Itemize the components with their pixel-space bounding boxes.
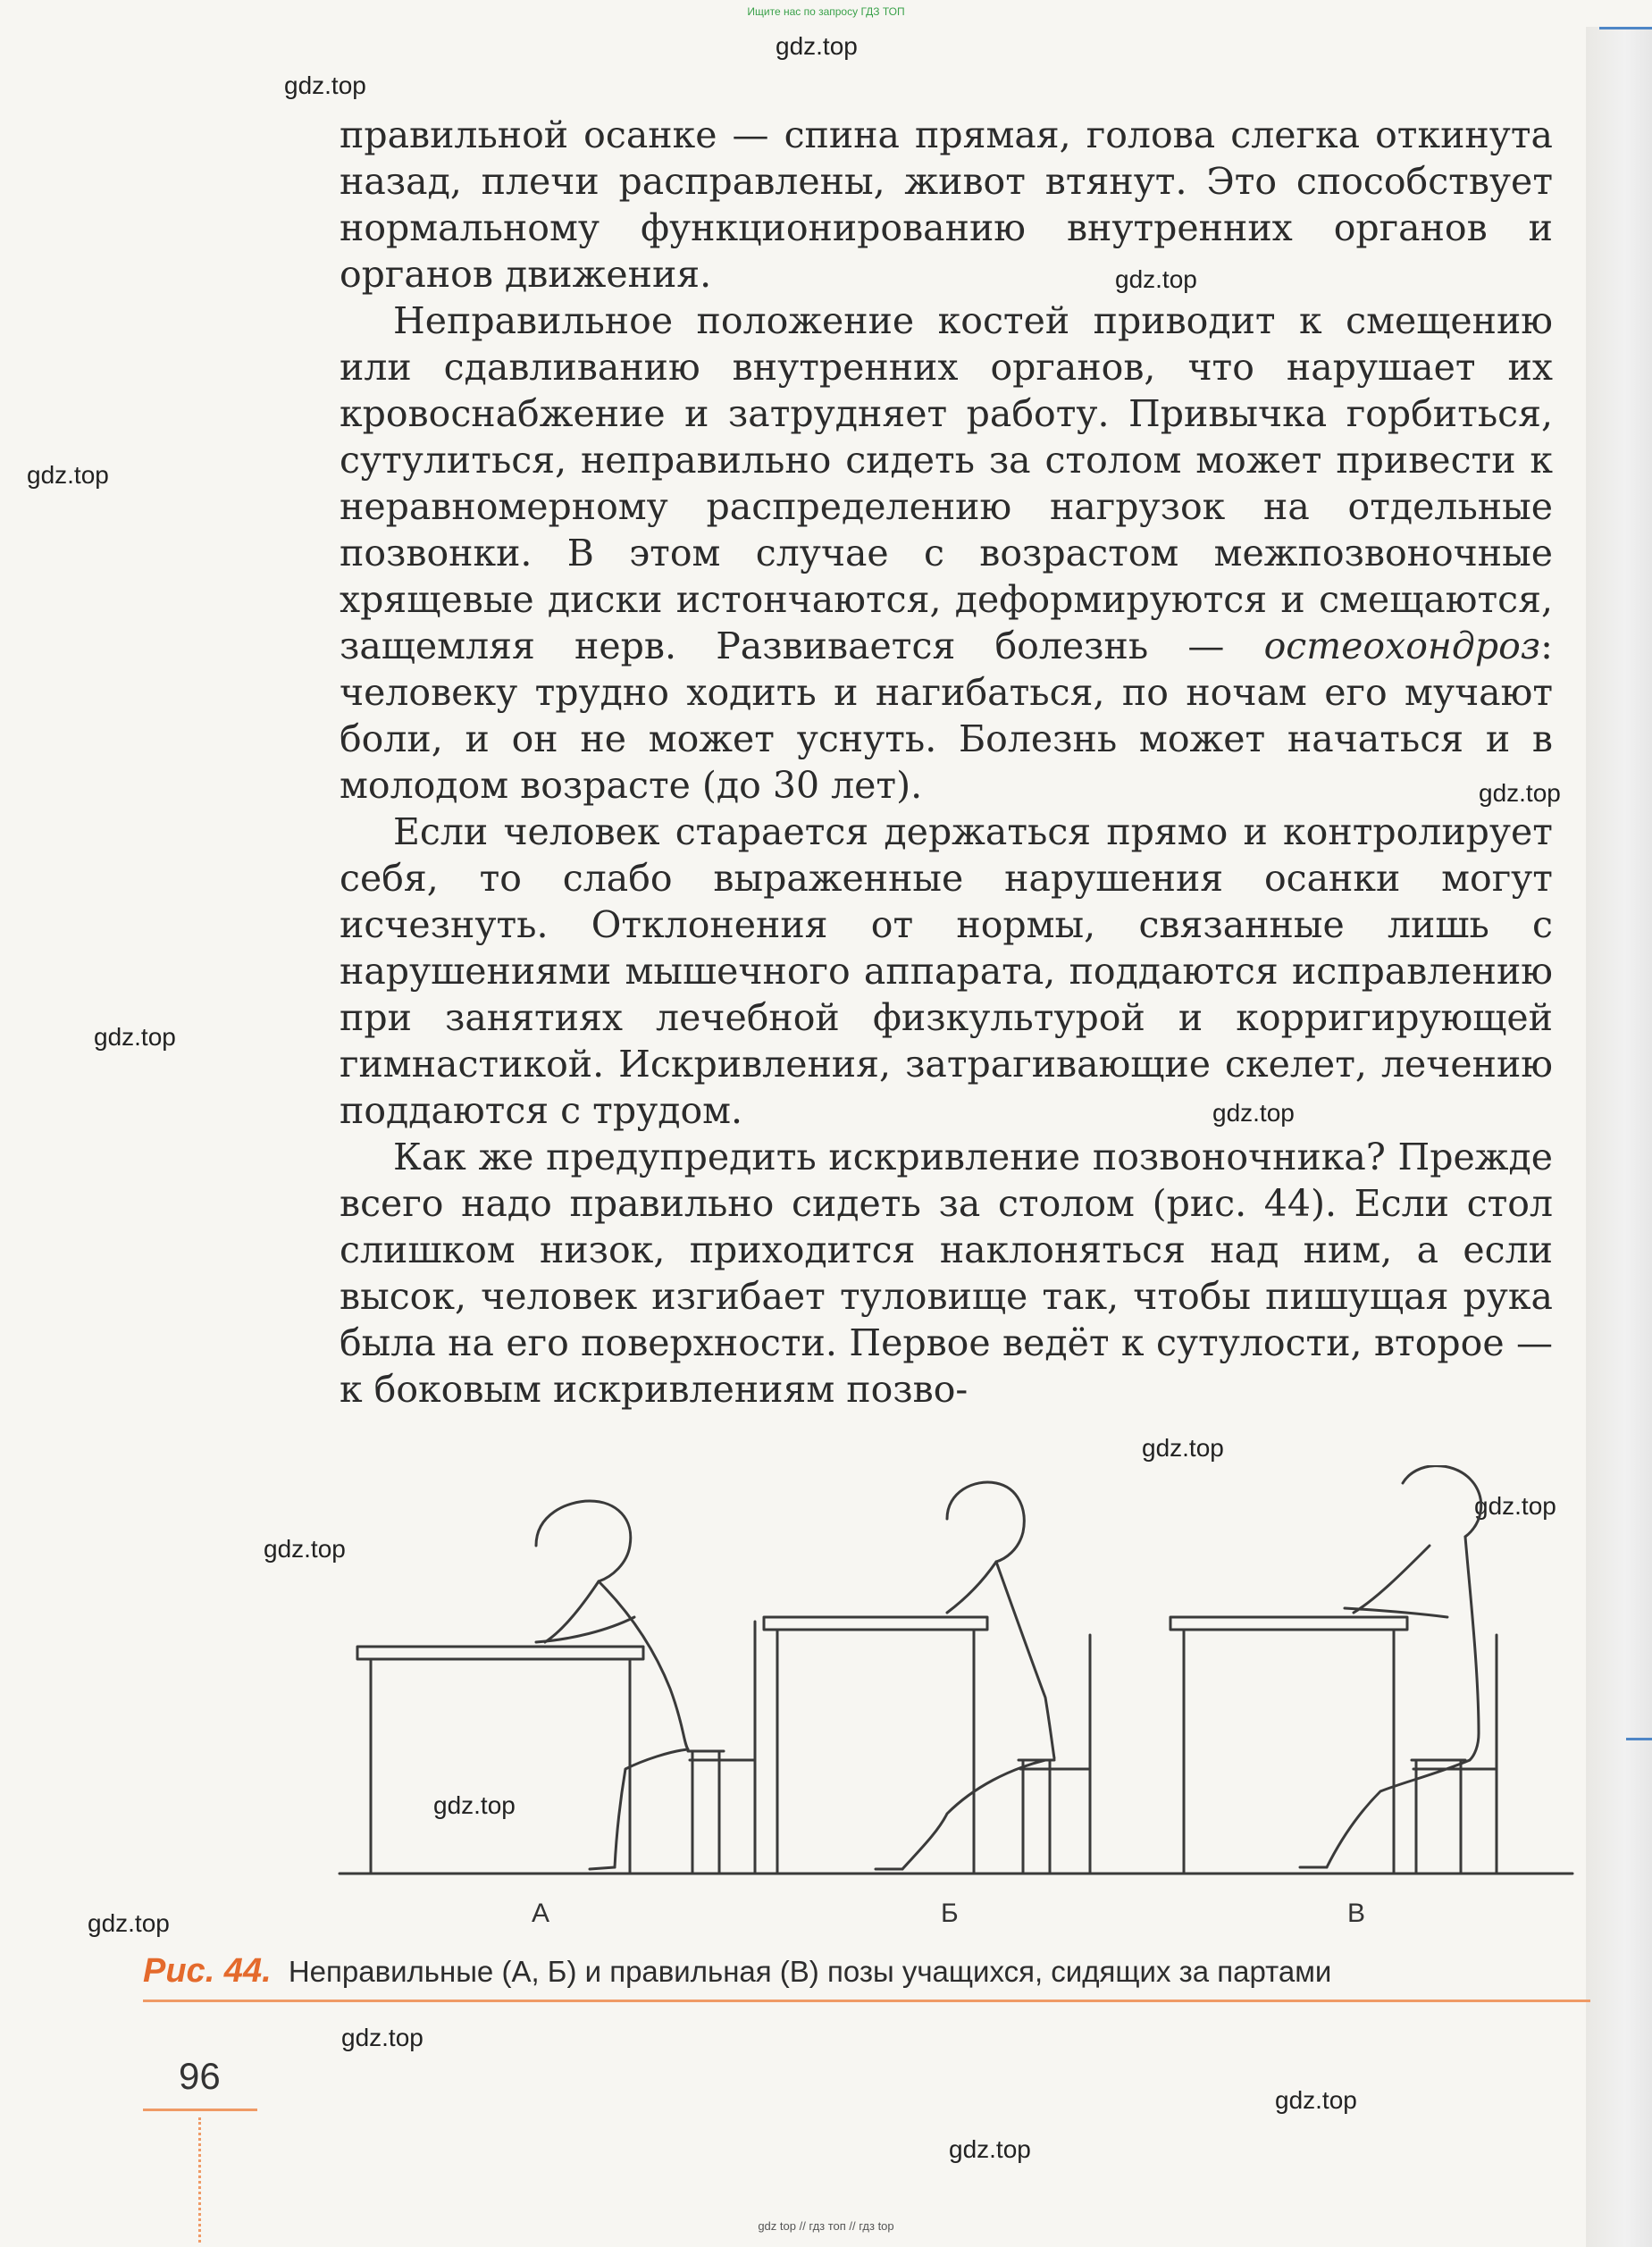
watermark: gdz.top bbox=[1275, 2086, 1357, 2114]
watermark: gdz.top bbox=[949, 2135, 1031, 2163]
paragraph: Если человек старается держаться прямо и контролирует себя, то слабо выраженные нарушения осанки могут исчезнуть. Отклонения от нормы, связанные лишь с нарушениями мышечного аппарата, поддаются исправлению при занятиях лечебной физкультурой и корригирующей гимнастикой. Искривления, затрагивающие скелет, лечению поддаются с трудом. bbox=[340, 810, 1553, 1132]
watermark: gdz.top bbox=[27, 461, 109, 489]
scene-a-low-desk bbox=[357, 1501, 755, 1874]
watermark: gdz.top bbox=[1479, 779, 1561, 807]
paragraph: Как же предупредить искривление позвоночника? Прежде всего надо правильно сидеть за столом (рис. 44). Если стол слишком низок, приходится наклоняться над ним, а если высок, человек изгибает туловище так, чтобы пишущая рука была на его поверхности. Первое ведёт к сутулости, второе — к боковым искривлениям позво- bbox=[340, 1136, 1553, 1411]
watermark: gdz.top bbox=[433, 1791, 516, 1819]
posture-illustration bbox=[331, 1465, 1581, 1939]
watermark: gdz.top bbox=[776, 32, 858, 60]
figure-label-a: А bbox=[532, 1899, 550, 1928]
edge-blue-mark bbox=[1626, 1738, 1652, 1740]
figure-label-v: В bbox=[1347, 1899, 1366, 1928]
caption-text: Неправильные (А, Б) и правильная (В) позы учащихся, сидящих за партами bbox=[288, 1955, 1332, 1988]
page-number-rule bbox=[143, 2109, 257, 2111]
top-search-note: Ищите нас по запросу ГДЗ ТОП bbox=[747, 5, 905, 18]
paragraph-text: Неправильное положение костей приводит к смещению или сдавливанию внутренних органов, что нарушает их кровоснабжение и затрудняет работу. Привычка горбиться, сутулиться, неправильно сидеть за столом может привести к неравномерному распределению нагрузок на отдельные позвонки. В этом случае с возрастом межпозвоночные хрящевые диски истончаются, деформируются и смещаются, защемляя нерв. Развивается болезнь — bbox=[340, 299, 1553, 667]
term-italic: остеохондроз bbox=[1263, 625, 1541, 667]
caption-rule bbox=[143, 2000, 1590, 2002]
figure-label-b: Б bbox=[941, 1899, 959, 1928]
page-edge-shadow bbox=[1586, 27, 1652, 2247]
body-text bbox=[340, 112, 1553, 1413]
paragraph: правильной осанке — спина прямая, голова слегка откинута назад, плечи расправлены, живот втянут. Это способствует нормальному функционированию внутренних органов и органов движения. bbox=[340, 113, 1553, 296]
watermark: gdz.top bbox=[94, 1023, 176, 1051]
watermark: gdz.top bbox=[1142, 1434, 1224, 1462]
paragraph bbox=[340, 298, 1553, 809]
watermark: gdz.top bbox=[1212, 1099, 1295, 1127]
watermark: gdz.top bbox=[341, 2024, 423, 2051]
watermark: gdz.top bbox=[284, 71, 366, 99]
scene-b-high-desk bbox=[764, 1482, 1090, 1874]
watermark: gdz.top bbox=[1115, 265, 1197, 293]
watermark: gdz.top bbox=[88, 1909, 170, 1937]
figure-sitting-postures bbox=[331, 1465, 1581, 1939]
watermark: gdz.top bbox=[264, 1535, 346, 1563]
footer-note: gdz top // гдз топ // гдз top bbox=[758, 2219, 894, 2233]
edge-blue-mark bbox=[1599, 27, 1652, 29]
page-number: 96 bbox=[179, 2055, 221, 2097]
paragraph-text: : человеку трудно ходить и нагибаться, по ночам его мучают боли, и он не может уснуть. Болезнь может начаться и в молодом возрасте (до 30 лет). bbox=[340, 625, 1553, 807]
scene-v-correct-desk bbox=[1170, 1466, 1497, 1874]
watermark: gdz.top bbox=[1474, 1492, 1556, 1520]
figure-caption bbox=[143, 1952, 1555, 1991]
caption-label: Рис. 44. bbox=[143, 1952, 272, 1990]
